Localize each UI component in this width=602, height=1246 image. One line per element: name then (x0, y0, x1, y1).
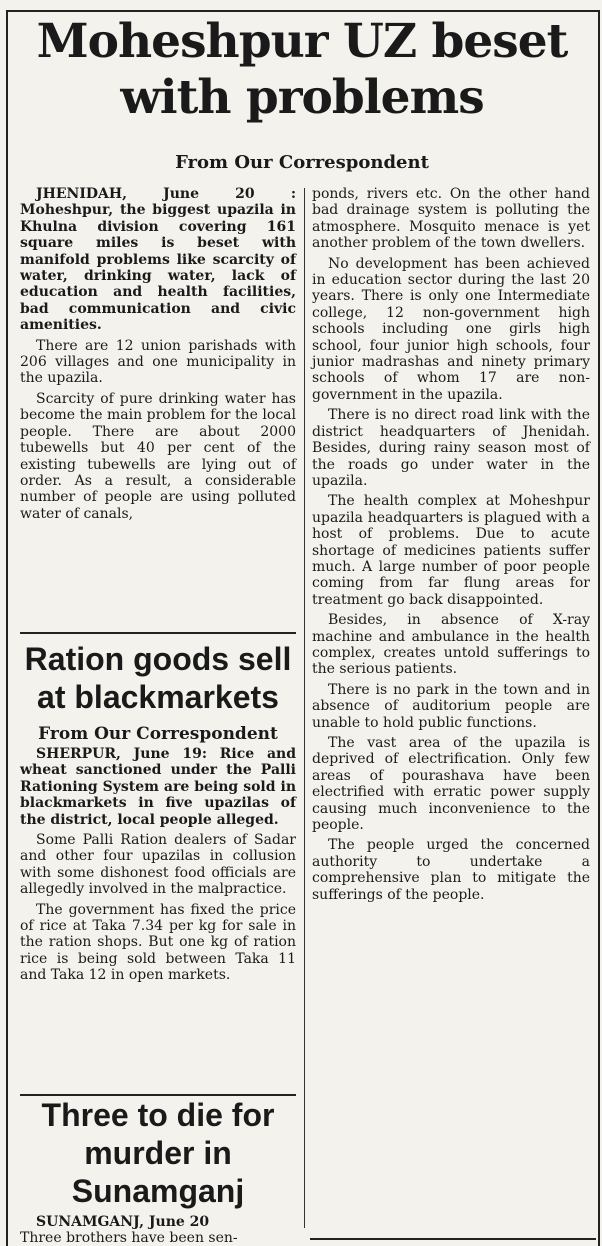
article1-paragraph: ponds, rivers etc. On the other hand bad drainage system is polluting the atmosphere. Mosquito menace is yet another problem of the town dwellers. (312, 186, 590, 252)
article1-paragraph: The health complex at Moheshpur upazila headquarters is plagued with a host of problems. Due to acute shortage of medicines patients suffer much. A large number of poor people coming from far flung areas for treatment go back disappointed. (312, 493, 590, 608)
column-divider (304, 188, 305, 1228)
section-rule (20, 632, 296, 634)
article2-paragraph: The government has fixed the price of rice at Taka 7.34 per kg for sale in the ration shops. But one kg of ration rice is being sold between Taka 11 and Taka 12 in open markets. (20, 901, 296, 984)
article1-paragraph: There is no park in the town and in absence of auditorium people are unable to hold public functions. (312, 681, 590, 731)
article1-paragraph: The people urged the concerned authority to undertake a comprehensive plan to mitigate the sufferings of the people. (312, 837, 590, 903)
left-border (6, 10, 8, 1246)
article2-dateline: SHERPUR, June 19: (36, 746, 207, 762)
article2-byline: From Our Correspondent (38, 724, 278, 744)
article2-paragraph: Some Palli Ration dealers of Sadar and other four upazilas in collusion with some dishonest food officials are allegedly involved in the malpractice. (20, 832, 296, 898)
article1-paragraph: The vast area of the upazila is deprived of electrification. Only few areas of pourashava have been electrified with erratic power supply causing much inconvenience to the people. (312, 735, 590, 834)
article3-dateline: SUNAMGANJ, June 20 (36, 1214, 210, 1230)
article3-headline: Three to die for murder in Sunamganj (41, 1097, 275, 1209)
right-border (598, 10, 600, 1246)
article2-body (20, 746, 296, 988)
article2-lead-paragraph: SHERPUR, June 19: Rice and wheat sanctioned under the Palli Rationing System are being sold in blackmarkets in five upazilas of the district, local people alleged. (20, 746, 296, 828)
right-column-end-rule (310, 1238, 596, 1240)
article1-dateline: JHENIDAH, June 20 : (36, 186, 296, 202)
article3-body (20, 1214, 296, 1246)
article1-lead-paragraph: JHENIDAH, June 20 : Moheshpur, the biggest upazila in Khulna division covering 161 square miles is beset with manifold problems like scarcity of water, drinking water, lack of education and health facilities, bad communication and civic amenities. (20, 186, 296, 334)
top-border (6, 10, 598, 12)
article1-column-left (20, 186, 296, 526)
article1-paragraph: Besides, in absence of X-ray machine and ambulance in the health complex, creates untold sufferings to the serious patients. (312, 612, 590, 678)
article1-paragraph: There are 12 union parishads with 206 villages and one municipality in the upazila. (20, 337, 296, 387)
article1-paragraph: There is no direct road link with the district headquarters of Jhenidah. Besides, during rainy season most of the roads go under water in the upazila. (312, 407, 590, 489)
main-byline: From Our Correspondent (175, 152, 429, 173)
article1-paragraph: No development has been achieved in education sector during the last 20 years. There is only one Intermediate college, 12 non-government high schools including one girls high school, four junior high schools, four junior madrashas and ninety primary schools of whom 17 are non-government in the upazila. (312, 255, 590, 403)
article1-paragraph: Scarcity of pure drinking water has become the main problem for the local people. There are about 2000 tubewells but 40 per cent of the existing tubewells are lying out of order. As a result, a considerable number of people are using polluted water of canals, (20, 390, 296, 522)
article1-column-right (312, 186, 590, 907)
article3-lead-paragraph: SUNAMGANJ, June 20 Three brothers have been sen- (20, 1214, 238, 1246)
main-headline: Moheshpur UZ beset with problems (36, 14, 568, 125)
article2-headline: Ration goods sell at blackmarkets (24, 641, 292, 715)
